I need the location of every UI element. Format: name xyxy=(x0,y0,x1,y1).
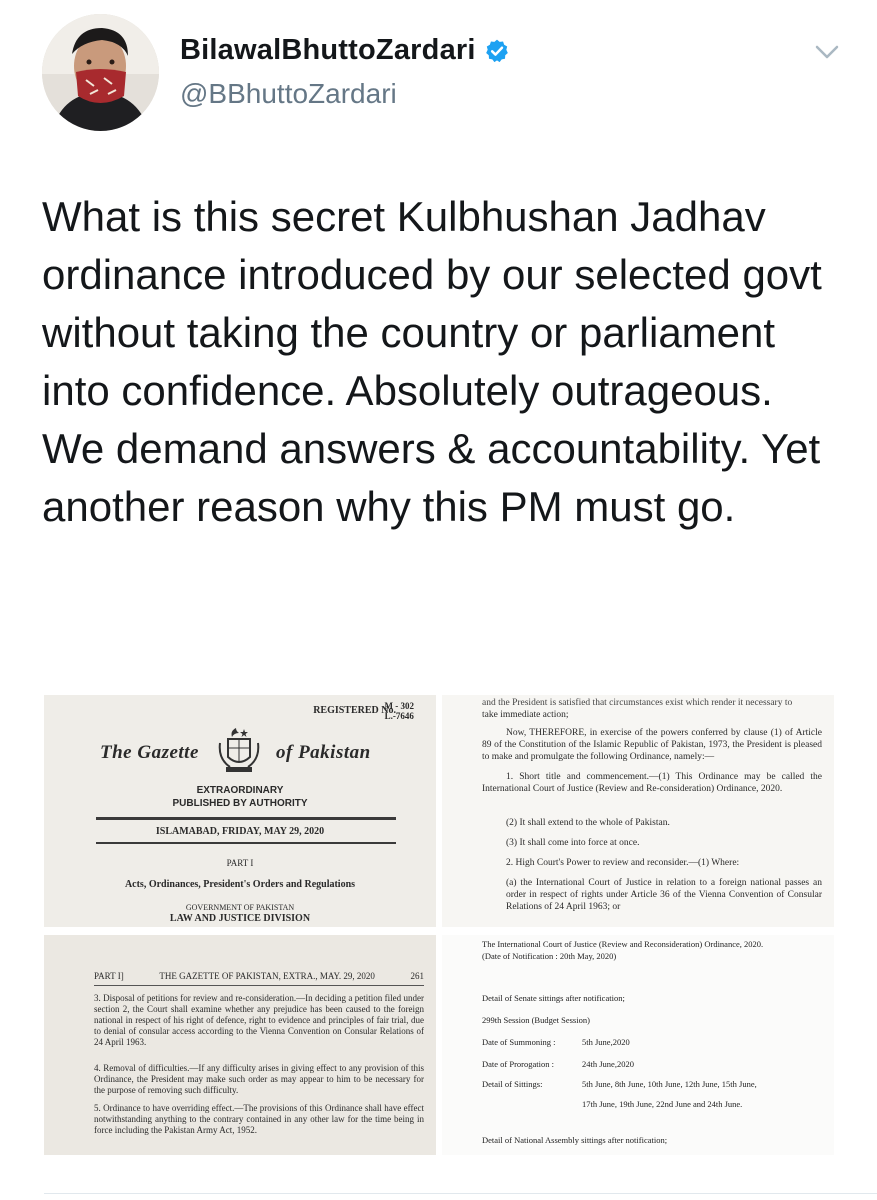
na-label: Detail of National Assembly sittings after notification; xyxy=(482,1135,668,1145)
registered-sub: L.-7646 xyxy=(384,711,414,721)
section-1: 1. Short title and commencement.—(1) This Ordinance may be called the International Court of Justice (Review and Re-consideration) Ordinance, 2020. xyxy=(482,772,822,794)
ordinance-page-image[interactable] xyxy=(442,695,834,927)
divider xyxy=(94,985,424,986)
header-mid: THE GAZETTE OF PAKISTAN, EXTRA., MAY. 29, 2020 xyxy=(159,971,375,981)
ordinance-title: The International Court of Justice (Review and Reconsideration) Ordinance, 2020. xyxy=(482,939,764,949)
extraordinary-label: EXTRAORDINARY xyxy=(196,785,284,796)
gazette-title-right: of Pakistan xyxy=(276,742,371,763)
senate-label: Detail of Senate sittings after notification; xyxy=(482,993,625,1003)
division-label: LAW AND JUSTICE DIVISION xyxy=(169,913,311,924)
summoning-value: 5th June,2020 xyxy=(582,1037,630,1047)
sittings-page-image[interactable] xyxy=(442,935,834,1155)
section-1-2: (2) It shall extend to the whole of Pakistan. xyxy=(506,818,670,828)
divider xyxy=(96,817,396,820)
verified-badge-icon xyxy=(484,38,510,64)
author-name-row xyxy=(180,34,510,67)
avatar[interactable] xyxy=(42,14,159,131)
section-2: 2. High Court's Power to review and reconsider.—(1) Where: xyxy=(506,858,740,868)
section-1-3: (3) It shall come into force at once. xyxy=(506,838,640,848)
registered-number xyxy=(385,701,415,721)
acts-line: Acts, Ordinances, President's Orders and Regulations xyxy=(124,879,356,890)
tweet-media[interactable] xyxy=(44,695,834,1155)
author-handle[interactable]: @BBhuttoZardari xyxy=(180,78,397,109)
session-label: 299th Session (Budget Session) xyxy=(482,1015,590,1025)
divider xyxy=(96,842,396,844)
chevron-down-icon[interactable] xyxy=(812,40,842,64)
line-top: and the President is satisfied that circumstances exist which render it necessary to xyxy=(482,698,793,708)
section-4: 4. Removal of difficulties.—If any difficulty arises in giving effect to any provision of this Ordinance, the President may make such order as may appear to him to be necessary for the purpose of removing such difficulty. xyxy=(94,1063,424,1095)
profile-photo-masked-icon xyxy=(42,14,159,131)
part-label: PART I xyxy=(226,858,254,868)
header-left: PART I] xyxy=(94,971,124,981)
preamble: Now, THEREFORE, in exercise of the powers conferred by clause (1) of Article 89 of the Constitution of the Islamic Republic of Pakistan, 1973, the President is pleased to make and promulgate the following Ordinance, namely:— xyxy=(482,728,822,762)
prorogation-value: 24th June,2020 xyxy=(582,1059,634,1069)
divider xyxy=(44,1193,877,1194)
sittings-value-1: 5th June, 8th June, 10th June, 12th June, 15th June, xyxy=(582,1079,757,1089)
line-top-b: take immediate action; xyxy=(482,710,569,720)
registered-label: REGISTERED No. xyxy=(313,705,396,716)
notification-date: (Date of Notification : 20th May, 2020) xyxy=(482,951,617,961)
section-3: 3. Disposal of petitions for review and re-consideration.—In deciding a petition filed under section 2, the Court shall examine whether any prejudice has been caused to the foreign national in respect of his right of defence, right to evidence and principles of fair trial, due to denial of consular access according to the Vienna Convention on Consular Relations of 24 April 1963. xyxy=(94,993,424,1047)
section-5: 5. Ordinance to have overriding effect.—The provisions of this Ordinance shall have effect notwithstanding anything to the contrary contained in any other law for the time being in force including the Pakistan Army Act, 1952. xyxy=(94,1103,424,1135)
summoning-label: Date of Summoning : xyxy=(482,1037,556,1047)
govt-label: GOVERNMENT OF PAKISTAN xyxy=(185,903,295,912)
gazette-page-image[interactable] xyxy=(44,935,436,1155)
sittings-value-2: 17th June, 19th June, 22nd June and 24th June. xyxy=(582,1099,743,1109)
sittings-label: Detail of Sittings: xyxy=(482,1079,543,1089)
registered-num: M - 302 xyxy=(384,701,414,711)
published-label: PUBLISHED BY AUTHORITY xyxy=(172,798,308,809)
prorogation-label: Date of Prorogation : xyxy=(482,1059,554,1069)
display-name[interactable]: BilawalBhuttoZardari xyxy=(180,34,476,66)
date-line: ISLAMABAD, FRIDAY, MAY 29, 2020 xyxy=(155,826,325,837)
page-header xyxy=(94,971,424,981)
tweet-text: What is this secret Kulbhushan Jadhav ordinance introduced by our selected govt without taking the country or parliament into confidence. Absolutely outrageous. We demand answers & accountability. Yet another reason why this PM must go. xyxy=(42,193,834,530)
tweet-header xyxy=(42,14,842,134)
gazette-front-image[interactable] xyxy=(44,695,436,927)
section-2-a: (a) the International Court of Justice in relation to a foreign national passes an order in respect of rights under Article 36 of the Vienna Convention of Consular Relations of 24 April 1963; or xyxy=(506,878,822,912)
header-right: 261 xyxy=(410,971,424,981)
gazette-title-left: The Gazette xyxy=(100,742,199,763)
state-emblem-icon xyxy=(214,725,264,775)
